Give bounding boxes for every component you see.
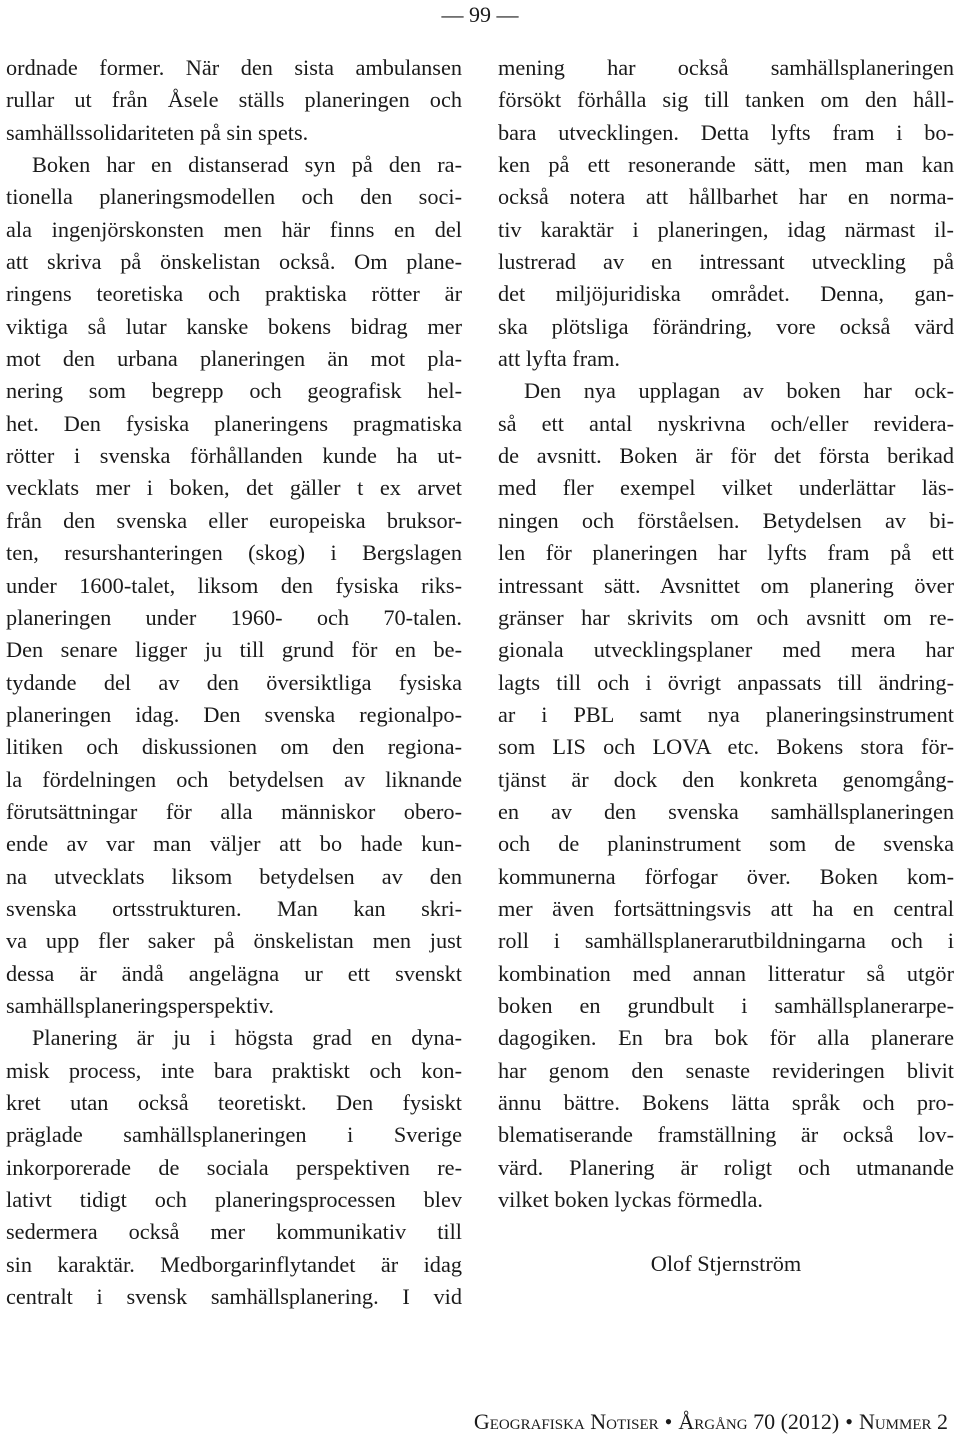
text-line: kommunerna förfogar över. Boken kom- — [498, 863, 954, 889]
text-line: lativt tidigt och planeringsprocessen blev — [6, 1187, 462, 1213]
text-line: na utvecklats liksom betydelsen av den — [6, 863, 462, 889]
text-line: ken på ett resonerande sätt, men man kan — [498, 152, 954, 178]
journal-issue: Nummer 2 — [858, 1409, 948, 1434]
text-line: under 1600-talet, liksom den fysiska riks- — [6, 572, 462, 598]
text-line: tiv karaktär i planeringen, idag närmast il- — [498, 216, 954, 242]
journal-name: Geografiska Notiser — [473, 1409, 659, 1434]
text-line: intressant sätt. Avsnittet om planering över — [498, 572, 954, 598]
text-line: rötter i svenska förhållanden kunde ha ut- — [6, 443, 462, 469]
text-line: het. Den fysiska planeringens pragmatiska — [6, 410, 462, 436]
bullet-separator: • — [664, 1409, 673, 1434]
text-line: rullar ut från Åsele ställs planeringen och — [6, 87, 462, 113]
text-line: tydande del av den översiktliga fysiska — [6, 669, 462, 695]
text-line: präglade samhällsplaneringen i Sverige — [6, 1122, 462, 1148]
text-line: att skriva på önskelistan också. Om plane- — [6, 249, 462, 275]
text-line: det miljöjuridiska området. Denna, gan- — [498, 281, 954, 307]
text-line: sin karaktär. Medborgarinflytandet är idag — [6, 1251, 462, 1277]
text-line: gionala utvecklingsplaner med mera har — [498, 637, 954, 663]
text-line: gränser har skrivits om och avsnitt om re- — [498, 604, 954, 630]
text-line: dessa är ändå angelägna ur ett svenskt — [6, 960, 462, 986]
text-line: Den nya upplagan av boken har ock- — [524, 378, 954, 404]
text-line: försökt förhålla sig till tanken om den håll- — [498, 87, 954, 113]
text-line: som LIS och LOVA etc. Bokens stora för- — [498, 734, 954, 760]
text-line: centralt i svensk samhällsplanering. I vid — [6, 1284, 462, 1310]
text-line: ala ingenjörskonsten men här finns en del — [6, 216, 462, 242]
journal-footer — [474, 1409, 948, 1435]
text-line: roll i samhällsplanerarutbildningarna och i — [498, 928, 954, 954]
text-line: ännu bättre. Bokens lätta språk och pro- — [498, 1090, 954, 1115]
text-line: mening har också samhällsplaneringen — [498, 55, 954, 80]
text-line: att lyfta fram. — [498, 346, 620, 372]
text-line: svenska ortsstrukturen. Man kan skri- — [6, 895, 462, 921]
text-line: planeringen under 1960- och 70-talen. — [6, 604, 462, 630]
text-line: ringens teoretiska och praktiska rötter är — [6, 281, 462, 307]
text-line: ningen och förståelsen. Betydelsen av bi- — [498, 507, 954, 533]
text-line: Den senare ligger ju till grund för en be- — [6, 637, 462, 663]
text-line: planeringen idag. Den svenska regionalpo- — [6, 701, 462, 727]
text-line: samhällsplaneringsperspektiv. — [6, 992, 274, 1018]
text-line: samhällssolidariteten på sin spets. — [6, 119, 309, 145]
text-line: mot den urbana planeringen än mot pla- — [6, 346, 462, 372]
text-line: från den svenska eller europeiska bruksor- — [6, 507, 462, 533]
left-column — [6, 52, 462, 1313]
text-line: lagts till och i övrigt anpassats till ändring- — [498, 669, 954, 695]
text-line: med fler exempel vilket underlättar läs- — [498, 475, 954, 501]
text-line: de avsnitt. Boken är för det första berikad — [498, 443, 954, 469]
text-line: vecklats mer i boken, det gäller t ex arvet — [6, 475, 462, 501]
text-line: misk process, inte bara praktiskt och kon- — [6, 1057, 462, 1083]
text-line: tjänst är dock den konkreta genomgång- — [498, 766, 954, 792]
text-line: har genom den senaste revideringen blivit — [498, 1057, 954, 1083]
text-line: dagogiken. En bra bok för alla planerare — [498, 1025, 954, 1051]
text-line: ar i PBL samt nya planeringsinstrument — [498, 701, 954, 727]
text-line: litiken och diskussionen om den regiona- — [6, 734, 462, 760]
text-line: och de planinstrument som de svenska — [498, 831, 954, 857]
text-line: va upp fler saker på önskelistan men just — [6, 928, 462, 954]
text-line: blematiserande framställning är också lov- — [498, 1122, 954, 1148]
text-line: värd. Planering är roligt och utmanande — [498, 1154, 954, 1180]
text-line: Planering är ju i högsta grad en dyna- — [32, 1025, 462, 1051]
text-line: la fördelningen och betydelsen av liknande — [6, 766, 462, 792]
text-line: ordnade former. När den sista ambulansen — [6, 55, 462, 80]
text-line: Boken har en distanserad syn på den ra- — [32, 152, 462, 178]
text-line: viktiga så lutar kanske bokens bidrag mer — [6, 313, 462, 339]
text-line: bara utvecklingen. Detta lyfts fram i bo- — [498, 119, 954, 145]
journal-volume: Årgång 70 (2012) — [678, 1409, 840, 1434]
text-line: ende av var man väljer att bo hade kun- — [6, 831, 462, 857]
text-line: ska plötsliga förändring, vore också värd — [498, 313, 954, 339]
text-line: mer även fortsättningsvis att ha en central — [498, 895, 954, 921]
bullet-separator: • — [845, 1409, 853, 1434]
text-line: också notera att hållbarhet har en norma- — [498, 184, 954, 210]
right-column — [498, 52, 954, 1281]
text-line: nering som begrepp och geografisk hel- — [6, 378, 462, 404]
text-line: kret utan också teoretiskt. Den fysiskt — [6, 1090, 462, 1115]
text-line: så ett antal nyskrivna och/eller reviderа- — [498, 410, 954, 436]
text-line: förutsättningar för alla människor obero- — [6, 798, 462, 824]
text-line: len för planeringen har lyfts fram på ett — [498, 540, 954, 566]
author-signature: Olof Stjernström — [650, 1251, 802, 1277]
text-line: vilket boken lyckas förmedla. — [498, 1187, 764, 1213]
text-line: inkorporerade de sociala perspektiven re- — [6, 1154, 462, 1180]
text-line: sedermera också mer kommunikativ till — [6, 1219, 462, 1245]
page-number: — 99 — — [441, 2, 519, 27]
text-line: lustrerad av en intressant utveckling på — [498, 249, 954, 275]
text-line: boken en grundbult i samhällsplanerarpe- — [498, 992, 954, 1018]
text-line: ten, resurshanteringen (skog) i Bergslagen — [6, 540, 462, 566]
text-line: en av den svenska samhällsplaneringen — [498, 798, 954, 824]
text-line: tionella planeringsmodellen och den soci- — [6, 184, 462, 210]
text-line: kombination med annan litteratur så utgör — [498, 960, 954, 986]
